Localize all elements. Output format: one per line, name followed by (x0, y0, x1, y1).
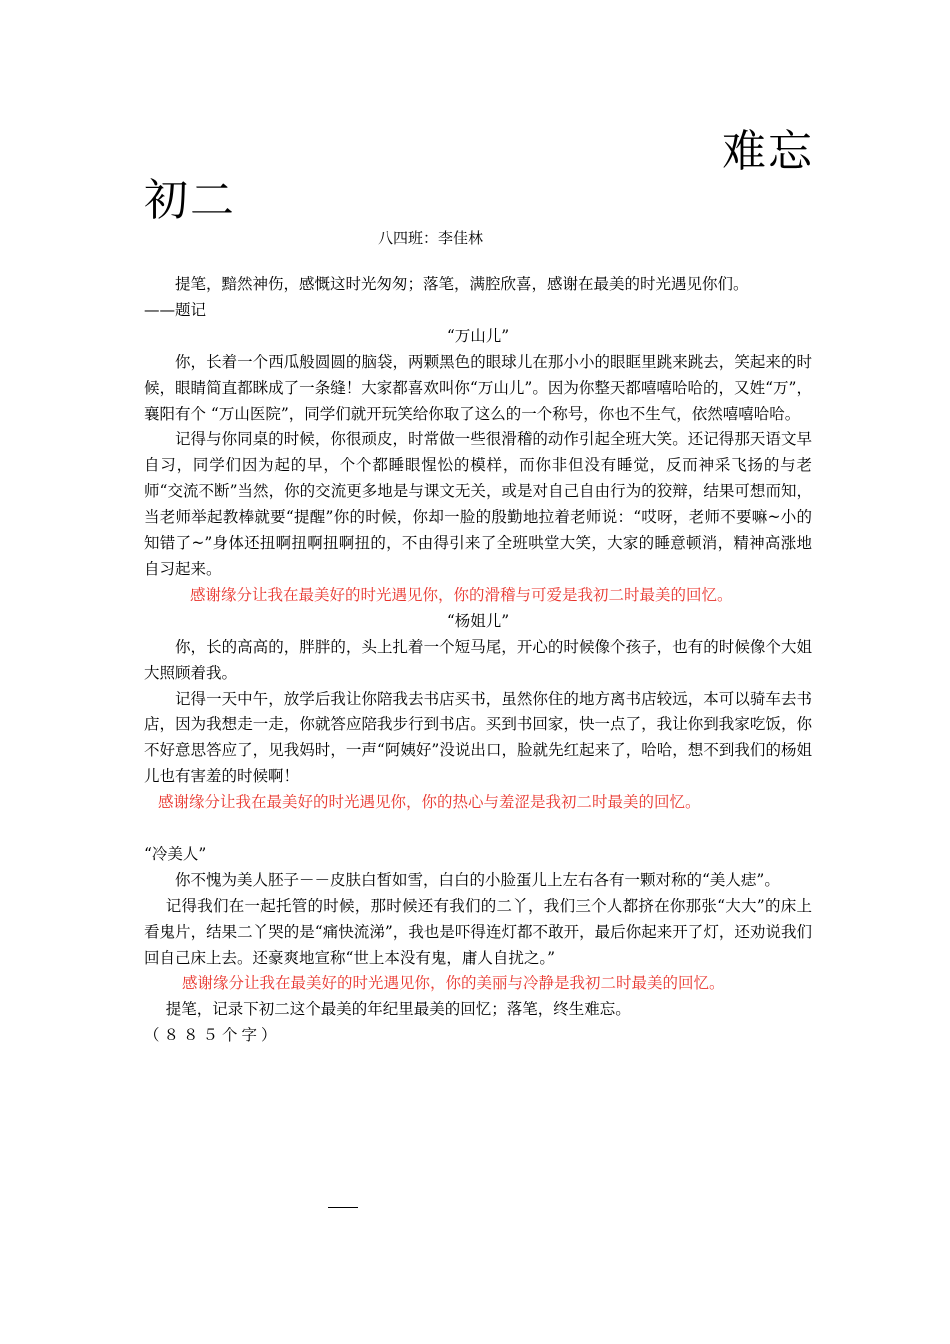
section-heading-yangjieer: “杨姐儿” (446, 611, 510, 630)
footer-divider (328, 1207, 358, 1208)
essay-body (144, 272, 812, 1049)
blank-line (144, 816, 812, 842)
section-2-closing: 感谢缘分让我在最美好的时光遇见你，你的热心与羞涩是我初二时最美的回忆。 (158, 793, 701, 812)
section-2-paragraph-1: 你，长的高高的，胖胖的，头上扎着一个短马尾，开心的时候像个孩子，也有的时候像个大姐大照顾着我。 (144, 637, 812, 682)
section-1-closing: 感谢缘分让我在最美好的时光遇见你，你的滑稽与可爱是我初二时最美的回忆。 (190, 585, 733, 604)
section-3-paragraph-2: 记得我们在一起托管的时候，那时候还有我们的二丫，我们三个人都挤在你那张“大大”的床上看鬼片，结果二丫哭的是“痛快流涕”，我也是吓得连灯都不敢开，最后你起来开了灯，还劝说我们回自己床上去。还豪爽地宣称“世上本没有鬼，庸人自扰之。” (144, 896, 812, 967)
section-1-paragraph-1: 你，长着一个西瓜般圆圆的脑袋，两颗黑色的眼球儿在那小小的眼眶里跳来跳去，笑起来的时候，眼睛简直都眯成了一条缝！大家都喜欢叫你“万山儿”。因为你整天都嘻嘻哈哈的，又姓“万”，襄阳有个 “万山医院”，同学们就开玩笑给你取了这么的一个称号，你也不生气，依然嘻嘻哈哈。 (144, 352, 812, 423)
section-1-paragraph-2: 记得与你同桌的时候，你很顽皮，时常做一些很滑稽的动作引起全班大笑。还记得那天语文早自习，同学们因为起的早，个个都睡眼惺忪的模样，而你非但没有睡觉，反而神采飞扬的与老师“交流不断”当然，你的交流更多地是与课文无关，或是对自己自由行为的狡辩，结果可想而知，当老师举起教棒就要“提醒”你的时候，你却一脸的殷勤地拉着老师说：“哎呀，老师不要嘛~小的知错了~”身体还扭啊扭啊扭啊扭的，不由得引来了全班哄堂大笑，大家的睡意顿消，精神高涨地自习起来。 (144, 430, 812, 578)
author-line: 八四班：李佳林 (378, 229, 484, 247)
word-count: （８８５个字） (144, 1026, 281, 1045)
title-part-1: 难忘 (722, 126, 814, 177)
section-2-paragraph-2: 记得一天中午，放学后我让你陪我去书店买书，虽然你住的地方离书店较远，本可以骑车去书店，因为我想走一走，你就答应陪我步行到书店。买到书回家，快一点了，我让你到我家吃饭，你不好意思答应了，见我妈时，一声“阿姨好”没说出口，脸就先红起来了，哈哈，想不到我们的杨姐儿也有害羞的时候啊！ (144, 689, 812, 786)
epigraph-sign: ——题记 (144, 300, 207, 319)
section-heading-wanshaner: “万山儿” (446, 326, 510, 345)
section-3-paragraph-1: 你不愧为美人胚子－－皮肤白皙如雪，白白的小脸蛋儿上左右各有一颗对称的“美人痣”。 (175, 870, 780, 889)
epigraph-line: 提笔，黯然神伤，感慨这时光匆匆；落笔，满腔欣喜，感谢在最美的时光遇见你们。 (175, 275, 749, 293)
section-heading-lengmeiren: “冷美人” (144, 844, 207, 863)
section-3-closing: 感谢缘分让我在最美好的时光遇见你，你的美丽与冷静是我初二时最美的回忆。 (182, 974, 725, 993)
title-part-2: 初二 (144, 175, 236, 226)
ending-line: 提笔，记录下初二这个最美的年纪里最美的回忆；落笔，终生难忘。 (165, 1000, 631, 1019)
